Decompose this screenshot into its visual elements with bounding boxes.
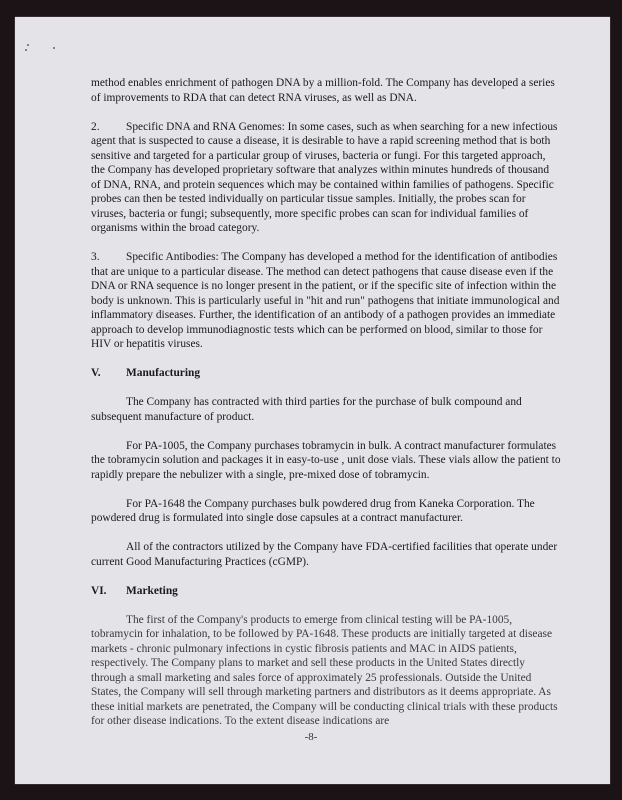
item-text: Specific Antibodies: The Company has developed a method for the identification of antibodies that are unique to a particular disease. The method can detect pathogens that cause disease even if the DNA or RNA sequence is no longer present in the patient, or if the specific site of infection within the body is unknown. This is particularly useful in "hit and run" pathogens that initiate immunological and inflammatory diseases. Further, the identification of an antibody of a pathogen provides an immediate approach to develop immunodiagnostic tests which can be performed on blood, similar to those for HIV or hepatitis viruses. bbox=[91, 251, 560, 350]
paragraph-manufacturing-2: For PA-1005, the Company purchases tobramycin in bulk. A contract manufacturer formulates the tobramycin solution and packages it in easy-to-use , unit dose vials. These vials allow the patient to rapidly prepare the nebulizer with a single, pre-mixed dose of tobramycin. bbox=[91, 439, 561, 481]
item-text: Specific DNA and RNA Genomes: In some cases, such as when searching for a new infectious agent that is suspected to cause a disease, it is desirable to have a rapid screening method that is both sensitive and targeted for a particular group of viruses, bacteria or fungi. For this targeted approach, the Company has developed proprietary software that analyzes within minutes hundreds of thousand of DNA, RNA, and protein sequences which may be contained within families of pathogens. Specific probes can then be tested individually on particular tissue samples. Initially, the probes scan for viruses, bacteria or fungi; subsequently, more specific probes can scan for individual families of organisms within the broad category. bbox=[91, 120, 558, 234]
page-number: -8- bbox=[304, 731, 318, 743]
paragraph-manufacturing-1: The Company has contracted with third parties for the purchase of bulk compound and subsequent manufacture of product. bbox=[91, 396, 522, 423]
section-title: Marketing bbox=[126, 584, 178, 597]
paragraph-item-2 bbox=[91, 120, 561, 236]
paragraph-manufacturing-4: All of the contractors utilized by the Company have FDA-certified facilities that operate under current Good Manufacturing Practices (cGMP). bbox=[91, 541, 558, 568]
paragraph-rda-continuation: method enables enrichment of pathogen DNA by a million-fold. The Company has developed a series of improvements to RDA that can detect RNA viruses, as well as DNA. bbox=[91, 77, 555, 104]
section-title: Manufacturing bbox=[126, 367, 201, 379]
paragraph-marketing-1: The first of the Company's products to emerge from clinical testing will be PA-1005, tobramycin for inhalation, to be followed by PA-1648. These products are initially targeted at disease markets - chronic pulmonary infections in cystic fibrosis patients and MAC in AIDS patients, respectively. The Company plans to market and sell these products in the United States directly through a small marketing and sales force of approximately 25 professionals. Outside the United States, the Company will sell through marketing partners and distributors as it deems appropriate. As these initial markets are penetrated, the Company will be conducting clinical trials with these products for other disease indications. To the extent disease indications are bbox=[91, 613, 558, 727]
item-number: 2. bbox=[91, 120, 100, 133]
paragraph-manufacturing-3: For PA-1648 the Company purchases bulk powdered drug from Kaneka Corporation. The powdered drug is formulated into single dose capsules at a contract manufacturer. bbox=[91, 497, 535, 524]
speck bbox=[25, 49, 27, 51]
speck bbox=[53, 47, 55, 49]
speck bbox=[27, 44, 29, 46]
section-heading-marketing bbox=[91, 584, 561, 599]
section-numeral: VI. bbox=[91, 584, 107, 597]
paragraph-item-3 bbox=[91, 250, 561, 352]
document-body bbox=[91, 76, 561, 743]
item-number: 3. bbox=[91, 251, 100, 263]
section-numeral: V. bbox=[91, 367, 101, 379]
section-heading-manufacturing bbox=[91, 366, 561, 381]
